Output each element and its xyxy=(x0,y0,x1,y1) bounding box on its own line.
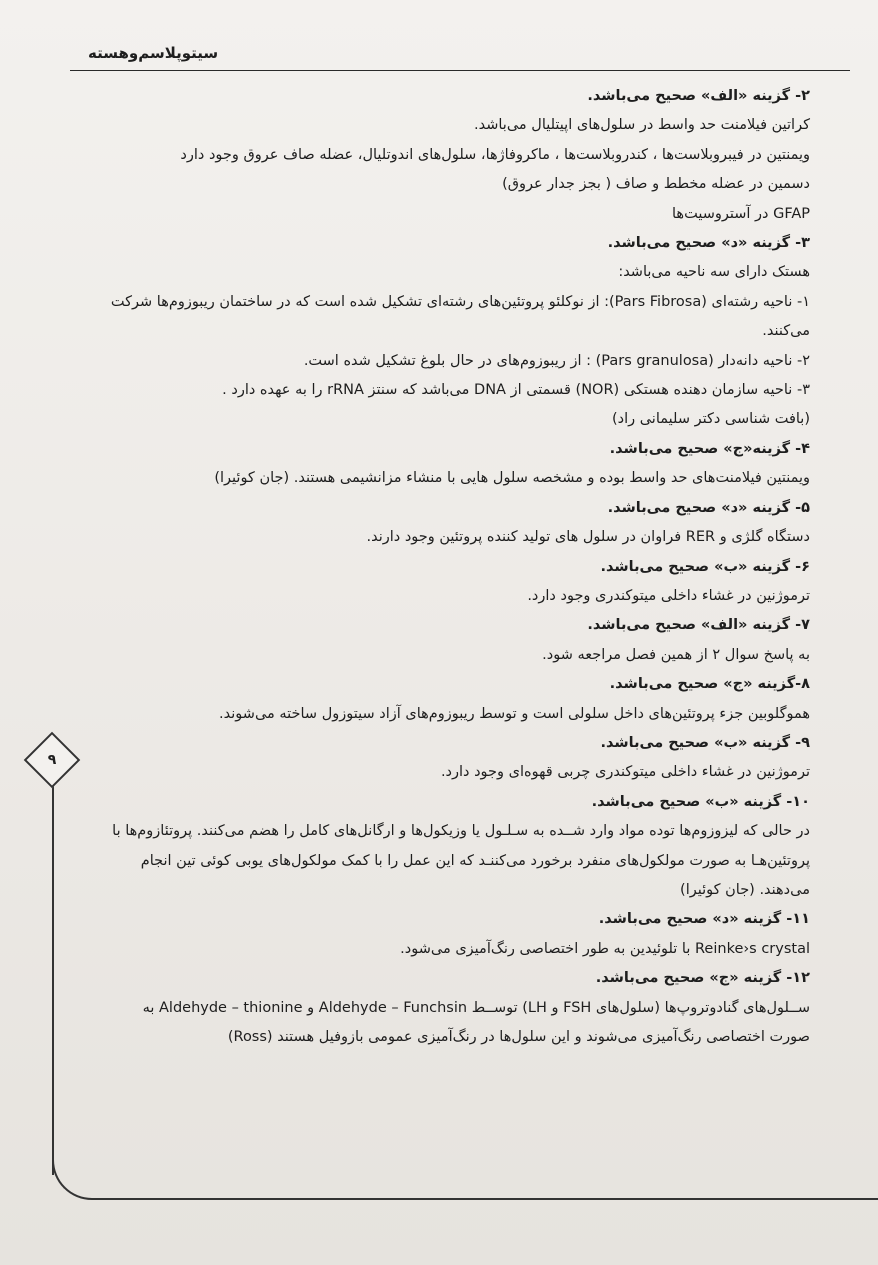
page-number: ۹ xyxy=(47,752,57,768)
answer-heading: ۳- گزینه «د» صحیح می‌باشد. xyxy=(607,235,810,252)
page-frame-left-line xyxy=(52,775,54,1175)
answer-text-line: ســلول‌های گنادوتروپ‌ها (سلول‌های FSH و LH) توســط Aldehyde – Funchsin و Aldehyde – thionine به xyxy=(142,999,810,1016)
answer-text-line: ۱- ناحیه رشته‌ای (Pars Fibrosa): از نوکلئو پروتئین‌های رشته‌ای تشکیل شده است که در ساختمان ریبوزوم‌ها شرکت xyxy=(110,293,810,310)
answer-heading: ۶- گزینه «ب» صحیح می‌باشد. xyxy=(600,558,810,575)
answer-text-line: Reinke›s crystal با تلوئیدین به طور اختصاصی رنگ‌آمیزی می‌شود. xyxy=(400,940,810,957)
answer-heading: ۷- گزینه «الف» صحیح می‌باشد. xyxy=(587,617,810,634)
answer-text-line: هموگلوبین جزء پروتئین‌های داخل سلولی است و توسط ریبوزوم‌های آزاد سیتوزول ساخته می‌شوند. xyxy=(219,705,810,722)
answer-text-line: GFAP در آستروسیت‌ها xyxy=(672,205,810,222)
answer-heading: ۱۰- گزینه «ب» صحیح می‌باشد. xyxy=(591,793,810,810)
answer-text-line: می‌کنند. xyxy=(762,323,810,340)
answer-text-line: ۲- ناحیه دانه‌دار (Pars granulosa) : از ریبوزوم‌های در حال بلوغ تشکیل شده است. xyxy=(303,352,810,369)
answer-text-line: صورت اختصاصی رنگ‌آمیزی می‌شوند و این سلول‌ها در رنگ‌آمیزی عمومی بازوفیل هستند (Ross) xyxy=(227,1029,810,1045)
header-rule xyxy=(70,70,850,71)
answer-text-line: ویمنتین فیلامنت‌های حد واسط بوده و مشخصه سلول هایی با منشاء مزانشیمی هستند. (جان کوئیرا) xyxy=(214,470,810,487)
answer-text-line: ترموژنین در غشاء داخلی میتوکندری چربی قهوه‌ای وجود دارد. xyxy=(440,764,810,781)
answer-text-line: (بافت شناسی دکتر سلیمانی راد) xyxy=(611,411,810,428)
answer-heading: ۴- گزینه«ج» صحیح می‌باشد. xyxy=(609,440,810,457)
page-frame-bottom-curve xyxy=(52,1140,878,1200)
answer-text-line: دسمین در عضله مخطط و صاف ( بجز جدار عروق) xyxy=(502,176,810,193)
answer-text-line: کراتین فیلامنت حد واسط در سلول‌های اپیتلیال می‌باشد. xyxy=(474,117,810,134)
answer-text-body xyxy=(70,82,810,1052)
answer-text-line: ۳- ناحیه سازمان دهنده هستکی (NOR) قسمتی از DNA می‌باشد که سنتز rRNA را به عهده دارد . xyxy=(222,382,810,399)
answer-text-line: به پاسخ سوال ۲ از همین فصل مراجعه شود. xyxy=(542,646,810,663)
answer-text-line: ویمنتین در فیبروبلاست‌ها ، کندروبلاست‌ها ، ماکروفاژها، سلول‌های اندوتلیال، عضله صاف عروق وجود دارد xyxy=(180,146,810,163)
running-header-title: سیتوپلاسم‌وهسته xyxy=(88,44,219,62)
answer-text-line: هستک دارای سه ناحیه می‌باشد: xyxy=(618,264,810,281)
answer-text-line: پروتئین‌هـا به صورت مولکول‌های منفرد برخورد می‌کننـد که این عمل را با کمک مولکول‌های یوبی کوئی تین انجام xyxy=(140,852,810,869)
answer-heading: ۱۱- گزینه «د» صحیح می‌باشد. xyxy=(598,911,810,928)
answer-heading: ۸-گزینه «ج» صحیح می‌باشد. xyxy=(609,676,810,693)
answer-heading: ۱۲- گزینه «ج» صحیح می‌باشد. xyxy=(595,970,810,987)
answer-text-line: دستگاه گلژی و RER فراوان در سلول های تولید کننده پروتئین وجود دارند. xyxy=(366,529,810,546)
answer-text-line: می‌دهند. (جان کوئیرا) xyxy=(680,881,810,898)
answer-text-line: ترموژنین در غشاء داخلی میتوکندری وجود دارد. xyxy=(527,587,810,604)
answer-heading: ۹- گزینه «ب» صحیح می‌باشد. xyxy=(600,734,810,751)
answer-text-line: در حالی که لیزوزوم‌ها توده مواد وارد شــده به سـلـول یا وزیکول‌ها و ارگانل‌های کامل را هضم می‌کنند. پروتئازوم‌ها با xyxy=(112,823,810,840)
answer-heading: ۵- گزینه «د» صحیح می‌باشد. xyxy=(607,499,810,516)
answer-heading: ۲- گزینه «الف» صحیح می‌باشد. xyxy=(587,88,810,104)
